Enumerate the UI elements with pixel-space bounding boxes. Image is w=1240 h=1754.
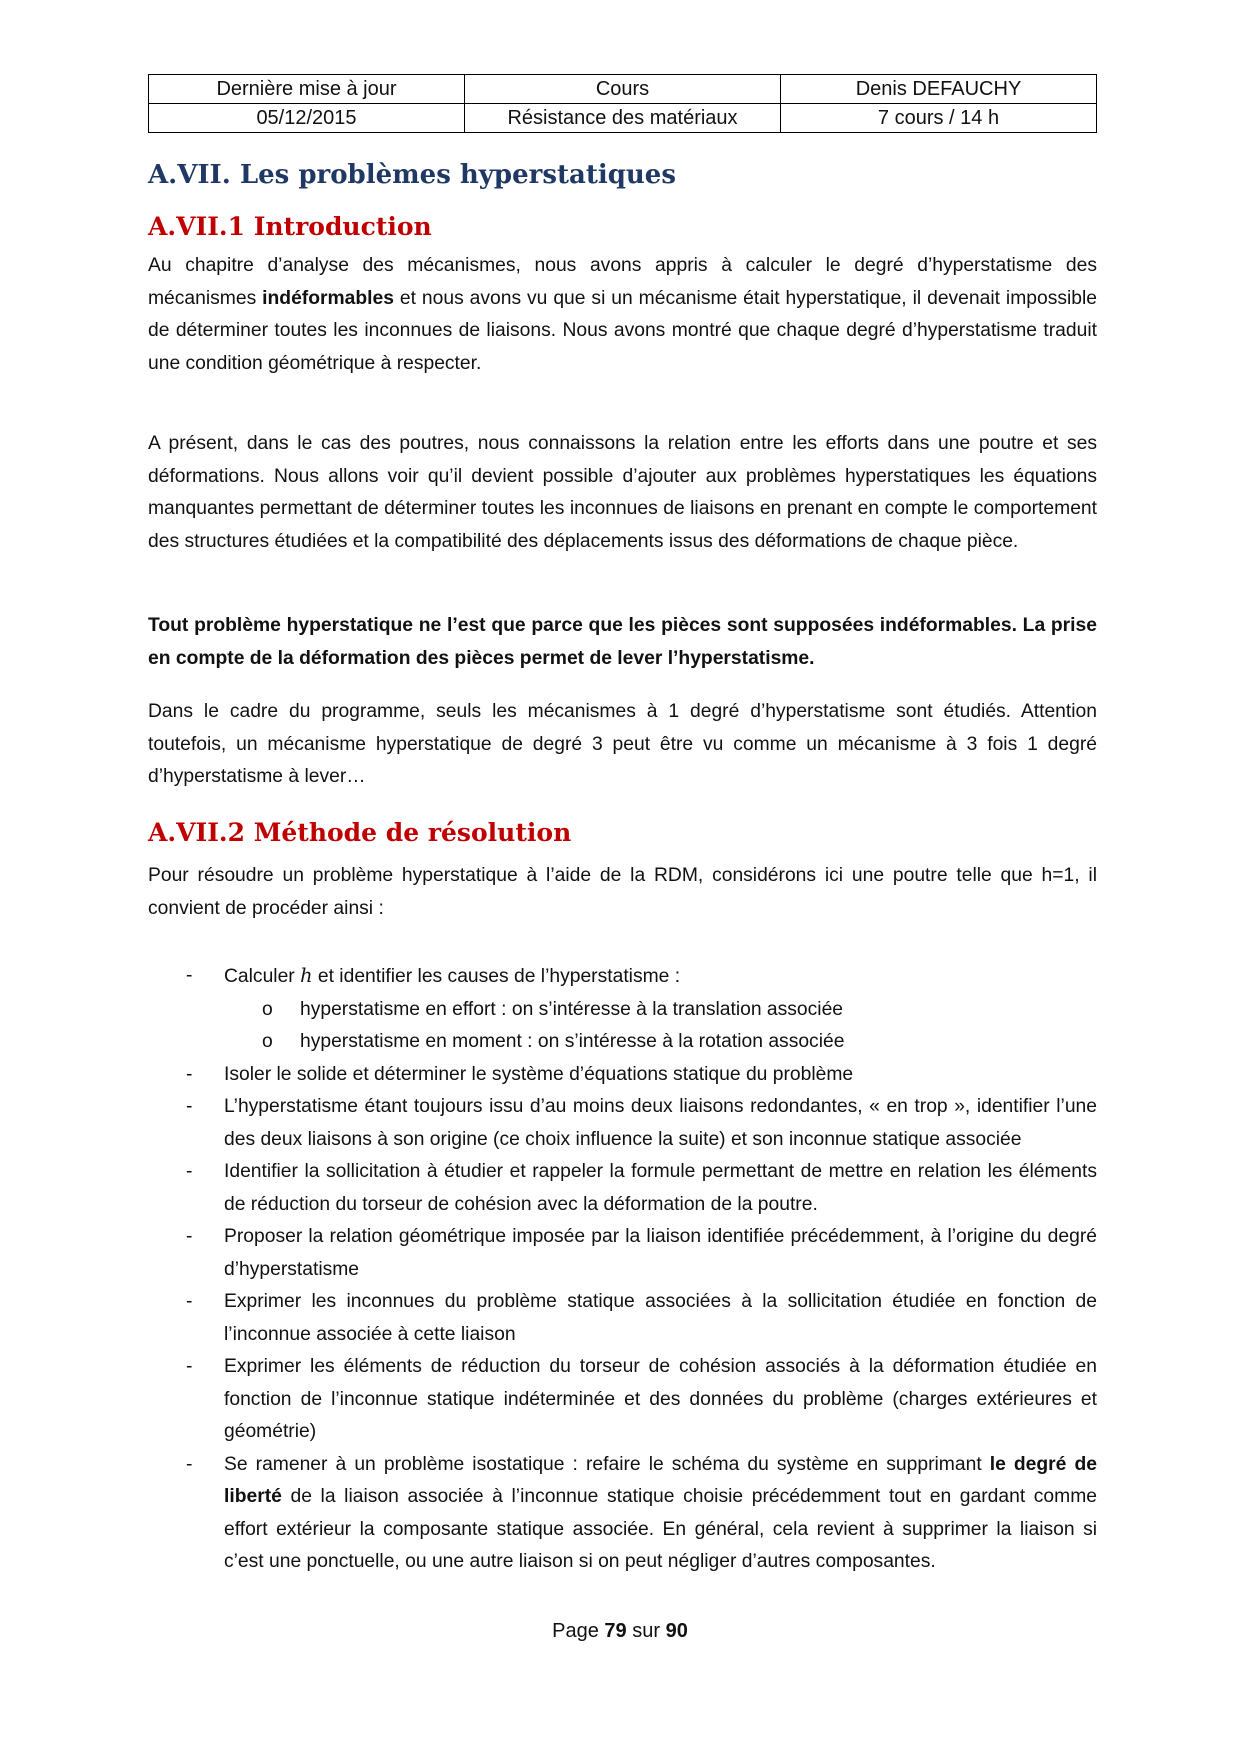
sub-list-item: o hyperstatisme en effort : on s’intéresse à la translation associée — [224, 994, 1097, 1027]
list-item: - Proposer la relation géométrique imposée par la liaison identifiée précédemment, à l’origine du degré d’hyperstatisme — [148, 1221, 1097, 1286]
header-cell-update-label: Dernière mise à jour — [149, 75, 465, 104]
intro-paragraph-2: A présent, dans le cas des poutres, nous connaissons la relation entre les efforts dans une poutre et ses déformations. Nous allons voir qu’il devient possible d’ajouter aux problèmes hyperstatiques les équations manquantes permettant de déterminer toutes les inconnues de liaisons en prenant en compte le comportement des structures étudiées et la compatibilité des déplacements issus des déformations de chaque pièce. — [148, 433, 1097, 552]
footer-page-label: Page — [552, 1620, 599, 1642]
method-paragraph-1: Pour résoudre un problème hyperstatique à l’aide de la RDM, considérons ici une poutre telle que h=1, il convient de procéder ainsi : — [148, 865, 1097, 919]
sub-list — [224, 994, 1097, 1059]
footer-of-label: sur — [632, 1620, 661, 1642]
header-cell-author: Denis DEFAUCHY — [781, 75, 1097, 104]
sub-list-item: o hyperstatisme en moment : on s’intéresse à la rotation associée — [224, 1026, 1097, 1059]
text-run: Calculer — [224, 966, 295, 987]
header-row — [149, 75, 1097, 104]
method-steps-list — [148, 960, 1097, 1579]
intro-heading: A.VII.1 Introduction — [148, 212, 432, 241]
header-cell-course-title: Résistance des matériaux — [465, 104, 781, 133]
header-cell-date: 05/12/2015 — [149, 104, 465, 133]
page-footer — [0, 1620, 1240, 1643]
list-item: - Exprimer les éléments de réduction du torseur de cohésion associés à la déformation étudiée en fonction de l’inconnue statique indéterminée et des données du problème (charges extérieures et géométrie) — [148, 1351, 1097, 1449]
bold-text: indéformables — [262, 287, 394, 309]
text-run: de la liaison associée à l’inconnue statique choisie précédemment tout en gardant comme effort extérieur la composante statique associée. En général, cela revient à supprimer la liaison si c’est une ponctuelle, ou une autre liaison si on peut négliger d’autres composantes. — [224, 1486, 1098, 1572]
header-cell-duration: 7 cours / 14 h — [781, 104, 1097, 133]
intro-paragraph-4: Dans le cadre du programme, seuls les mécanismes à 1 degré d’hyperstatisme sont étudiés. Attention toutefois, un mécanisme hyperstatique de degré 3 peut être vu comme un mécanisme à 3 fois 1 degré d’hyperstatisme à lever… — [148, 701, 1097, 787]
method-heading: A.VII.2 Méthode de résolution — [148, 818, 572, 847]
header-table — [148, 74, 1097, 133]
text-run: Se ramener à un problème isostatique : refaire le schéma du système en supprimant — [224, 1453, 982, 1475]
text-run: et identifier les causes de l’hyperstatisme : — [317, 966, 681, 987]
section-title: A.VII. Les problèmes hyperstatiques — [148, 160, 676, 190]
list-item: - L’hyperstatisme étant toujours issu d’au moins deux liaisons redondantes, « en trop », identifier l’une des deux liaisons à son origine (ce choix influence la suite) et son inconnue statique associée — [148, 1091, 1097, 1156]
footer-total-pages: 90 — [665, 1620, 688, 1642]
intro-paragraph-key-statement: Tout problème hyperstatique ne l’est que parce que les pièces sont supposées indéformables. La prise en compte de la déformation des pièces permet de lever l’hyperstatisme. — [148, 615, 1097, 669]
header-row — [149, 104, 1097, 133]
text-run: et nous avons vu que si un mécanisme était hyperstatique, il devenait impossible de déterminer toutes les inconnues de liaisons. Nous avons montré que chaque degré d’hyperstatisme traduit une condition géométrique à respecter. — [148, 287, 1098, 374]
list-item — [148, 960, 1097, 1059]
math-symbol: h — [300, 964, 313, 987]
list-item: - Isoler le solide et déterminer le système d’équations statique du problème — [148, 1059, 1097, 1092]
text-run: Au chapitre d’analyse des mécanismes, nous avons appris à calculer le degré d’hyperstatisme des mécanismes — [148, 255, 1097, 309]
intro-paragraph-1 — [148, 250, 1097, 380]
footer-page-number: 79 — [604, 1620, 627, 1642]
header-cell-type-label: Cours — [465, 75, 781, 104]
list-item: - Identifier la sollicitation à étudier et rappeler la formule permettant de mettre en relation les éléments de réduction du torseur de cohésion avec la déformation de la poutre. — [148, 1156, 1097, 1221]
list-item: - Exprimer les inconnues du problème statique associées à la sollicitation étudiée en fonction de l’inconnue associée à cette liaison — [148, 1286, 1097, 1351]
bold-text: le degré de liberté — [224, 1453, 1097, 1507]
list-item — [148, 1449, 1097, 1579]
